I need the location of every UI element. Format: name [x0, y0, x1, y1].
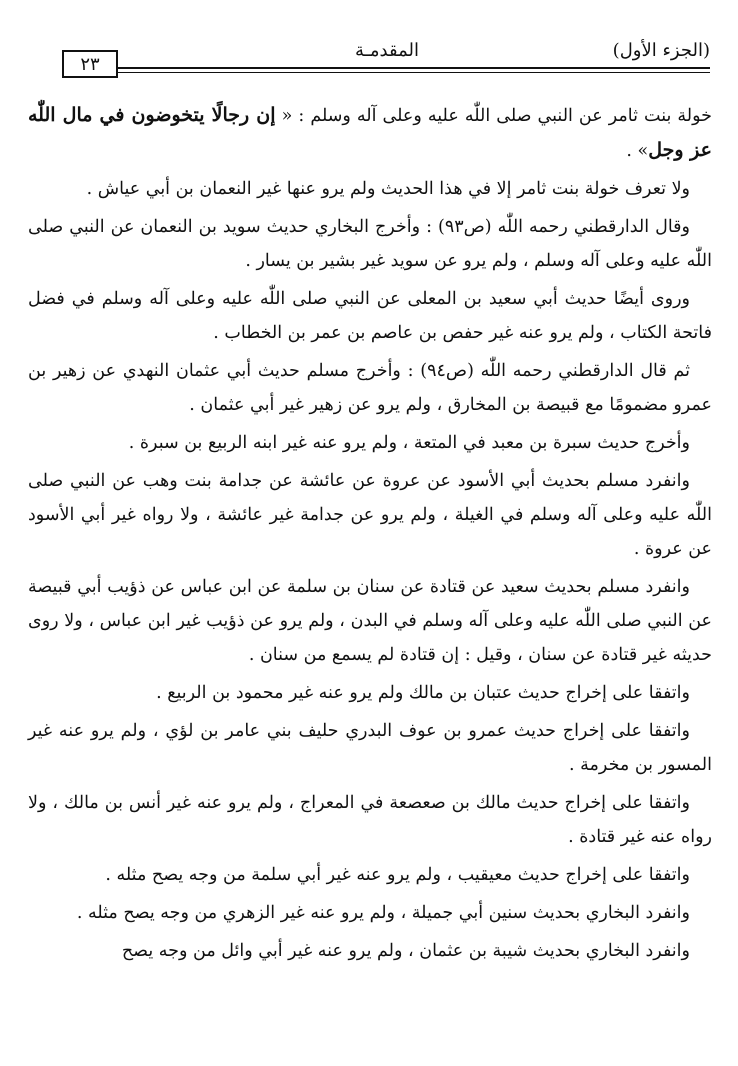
paragraph: واتفقا على إخراج حديث عتبان بن مالك ولم يرو عنه غير محمود بن الربيع . [156, 683, 690, 703]
paragraph: واتفقا على إخراج حديث عمرو بن عوف البدري حليف بني عامر بن لؤي ، ولم يرو عنه غير المسور بن مخرمة . [28, 721, 712, 775]
section-title: المقدمـة [354, 40, 419, 61]
paragraph: واتفقا على إخراج حديث معيقيب ، ولم يرو عنه غير أبي سلمة من وجه يصح مثله . [105, 865, 690, 885]
paragraph: ثم قال الدارقطني رحمه اللّٰه (ص٩٤) : وأخرج مسلم حديث أبي عثمان النهدي عن زهير بن عمرو مضمومًا مع قبيصة بن المخارق ، ولم يرو عن زهير غير أبي عثمان . [28, 361, 712, 415]
paragraph: وانفرد البخاري بحديث سنين أبي جميلة ، ولم يرو عنه غير الزهري من وجه يصح مثله . [76, 903, 690, 923]
paragraph: وانفرد البخاري بحديث شيبة بن عثمان ، ولم يرو عنه غير أبي وائل من وجه يصح [121, 941, 690, 961]
page-header [62, 40, 710, 86]
paragraph: وانفرد مسلم بحديث سعيد عن قتادة عن سنان بن سلمة عن ابن عباس عن ذؤيب أبي قبيصة عن النبي صلى اللّٰه عليه وعلى آله وسلم في البدن ، ولم يرو عن ذؤيب غير ابن عباس ، ولا روى حديثه غير قتادة عن سنان ، وقيل : إن قتادة لم يسمع من سنان . [28, 577, 712, 665]
hadith-quote: إن رجالًا يتخوضون في مال اللّٰه عز وجل [28, 104, 712, 161]
paragraph: واتفقا على إخراج حديث مالك بن صعصعة في المعراج ، ولم يرو عنه غير أنس بن مالك ، ولا رواه عنه غير قتادة . [28, 793, 712, 847]
header-rule-thick [118, 67, 710, 69]
paragraph [28, 98, 712, 168]
page-number: ٢٣ [62, 50, 118, 78]
paragraph: وقال الدارقطني رحمه اللّٰه (ص٩٣) : وأخرج البخاري حديث سويد بن النعمان عن النبي صلى اللّٰه عليه وعلى آله وسلم ، ولم يرو عن سويد غير بشير بن يسار . [28, 217, 712, 271]
volume-label: (الجزء الأول) [612, 40, 710, 61]
paragraph: وانفرد مسلم بحديث أبي الأسود عن عروة عن عائشة عن جدامة بنت وهب عن النبي صلى اللّٰه عليه وعلى آله وسلم في الغيلة ، ولم يرو عن جدامة غير عائشة ، ولا رواه غير أبي الأسود عن عروة . [28, 471, 712, 559]
header-rule-thin [118, 72, 710, 73]
paragraph: وروى أيضًا حديث أبي سعيد بن المعلى عن النبي صلى اللّٰه عليه وعلى آله وسلم في فضل فاتحة الكتاب ، ولم يرو عنه غير حفص بن عاصم بن عمر بن الخطاب . [28, 289, 712, 343]
paragraph: وأخرج حديث سبرة بن معبد في المتعة ، ولم يرو عنه غير ابنه الربيع بن سبرة . [128, 433, 690, 453]
paragraph-text: خولة بنت ثامر عن النبي صلى اللّٰه عليه وعلى آله وسلم : « [281, 106, 712, 126]
paragraph: ولا تعرف خولة بنت ثامر إلا في هذا الحديث ولم يرو عنها غير النعمان بن أبي عياش . [86, 179, 690, 199]
body-text [28, 98, 712, 972]
paragraph-tail: » . [626, 141, 649, 161]
